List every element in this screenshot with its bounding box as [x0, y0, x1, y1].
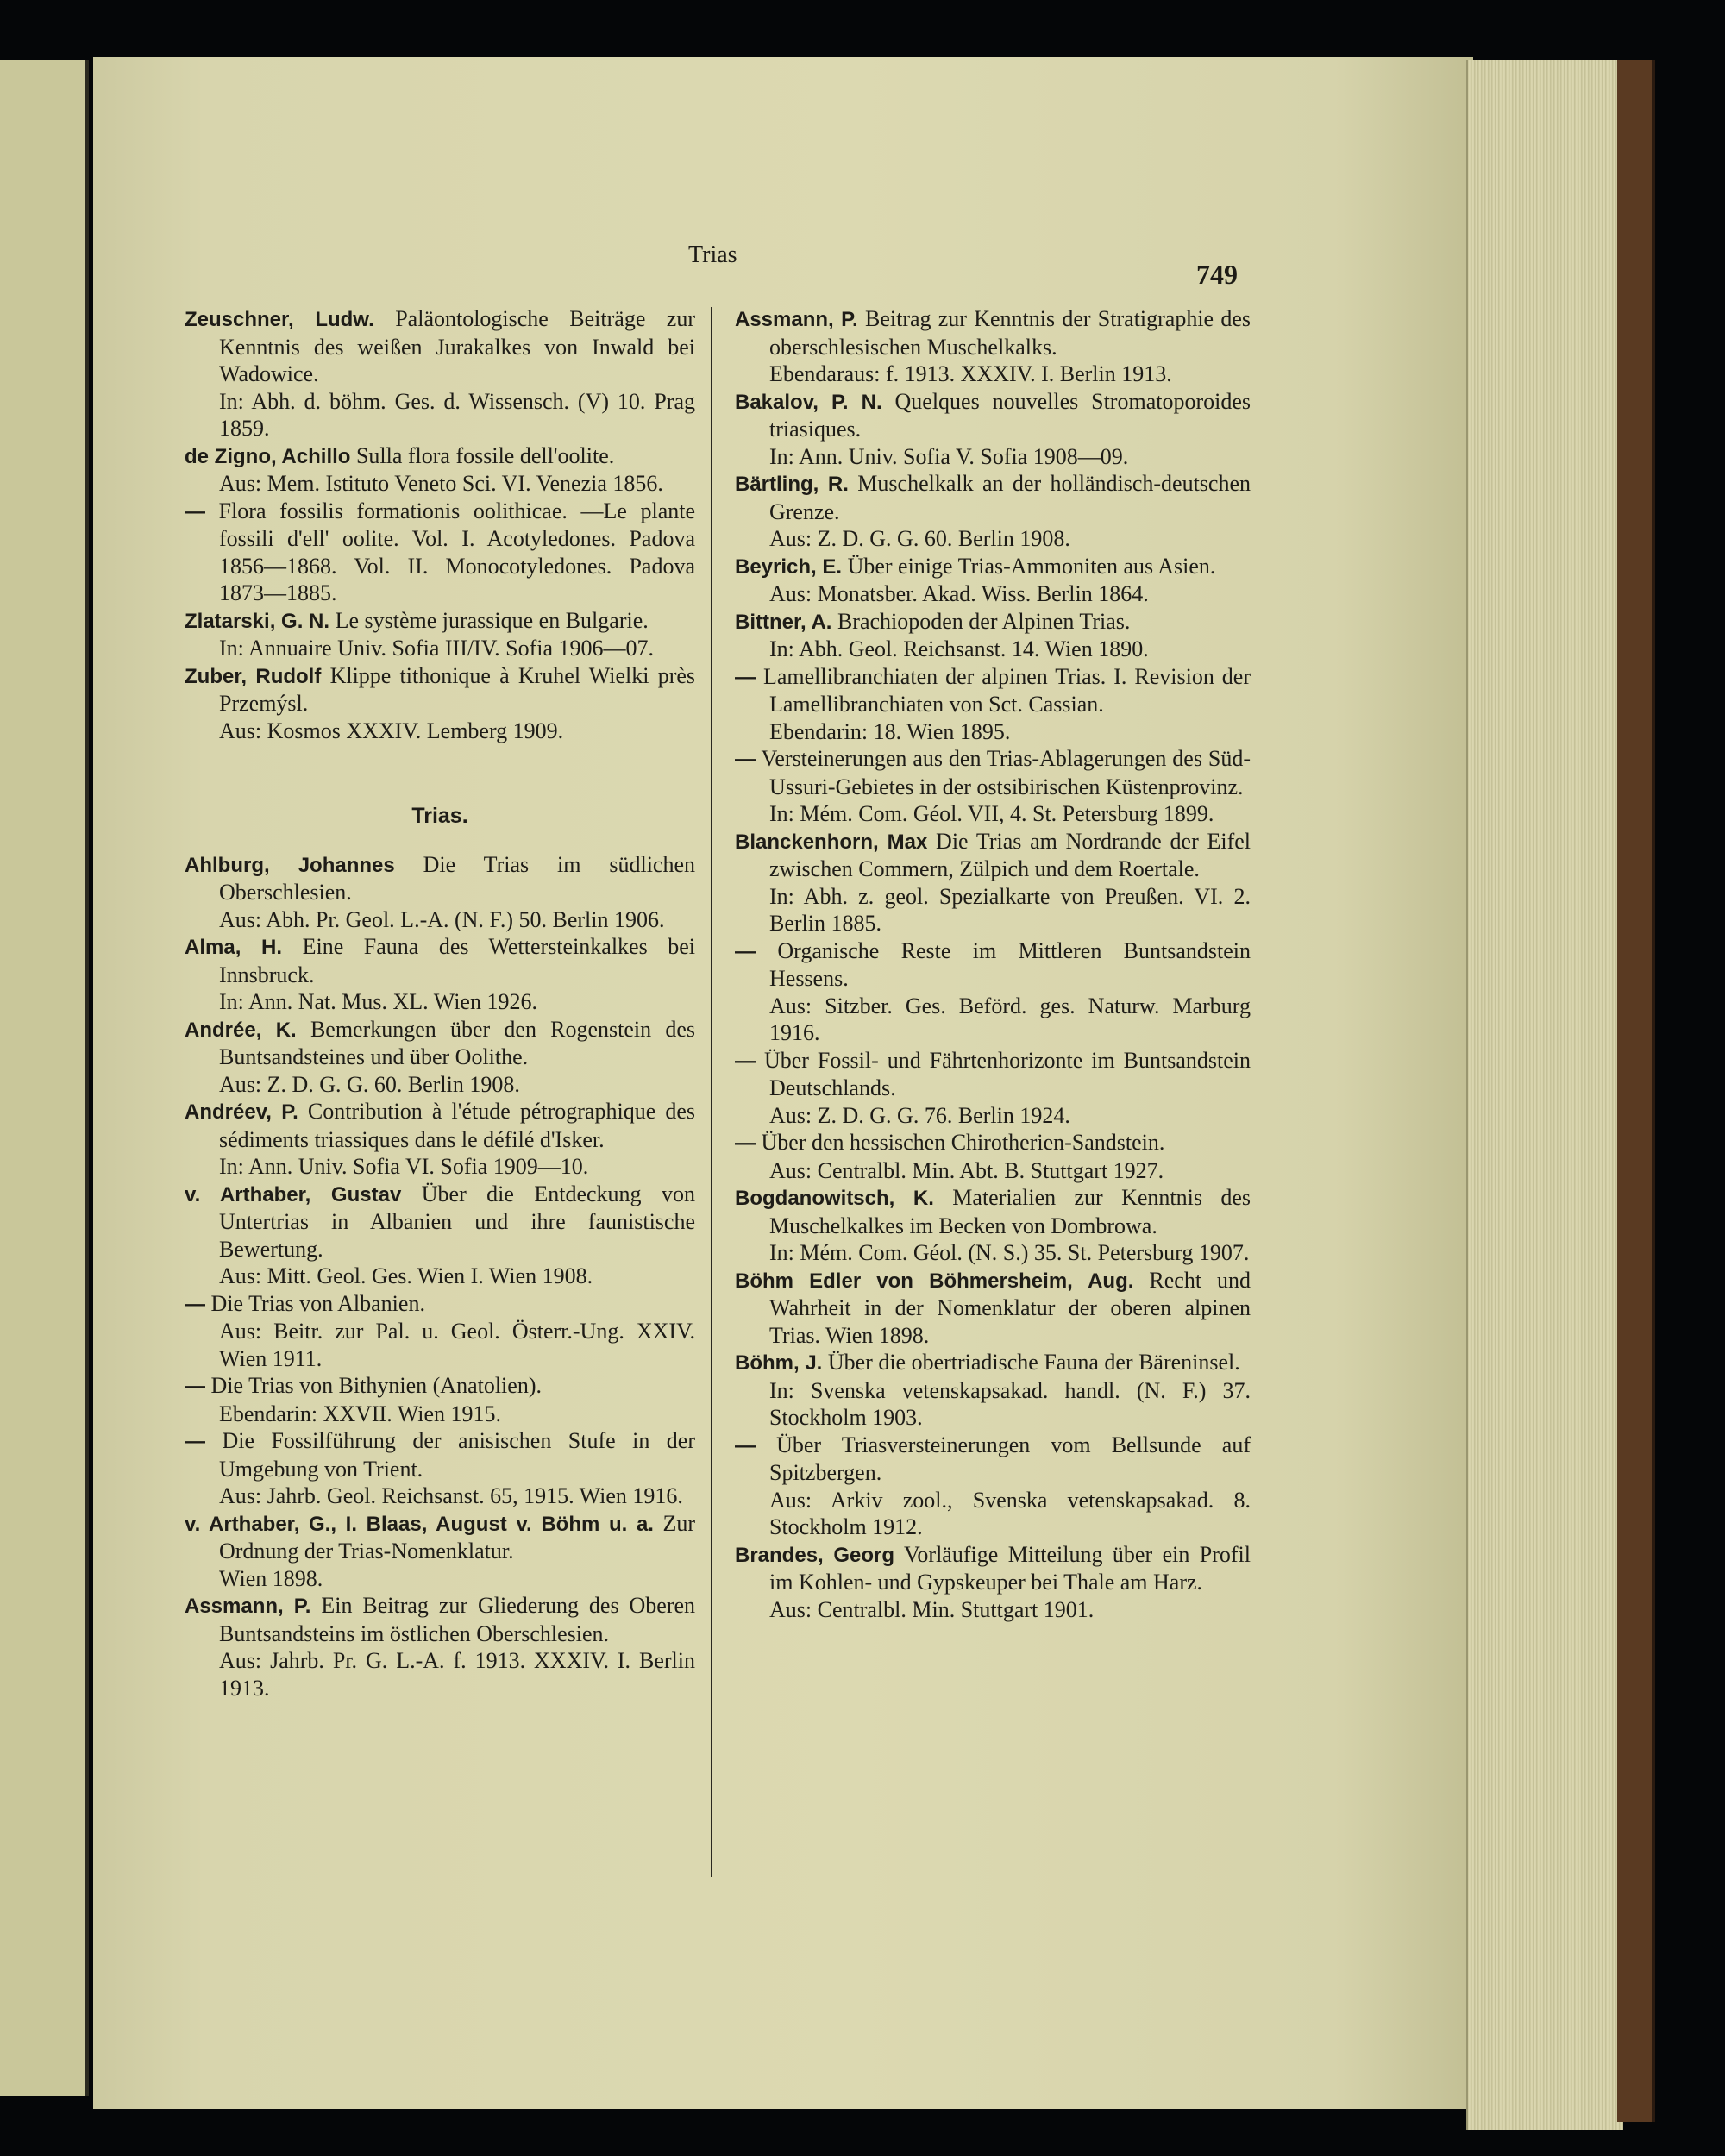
entry-title: Lamellibranchiaten der alpinen Trias. I. Revision der Lamellibranchiaten von Sct. Cassian. [762, 663, 1251, 717]
left-page-edge [0, 60, 89, 2096]
entry-title: Über die Entdeckung von Untertrias in Albanien und ihre faunistische Bewertung. [219, 1181, 696, 1262]
entry-author: — [185, 1375, 205, 1398]
bibliography-entry [185, 442, 695, 498]
entry-author: v. Arthaber, G., I. Blaas, August v. Böhm u. a. [185, 1512, 654, 1536]
bibliography-entry [735, 745, 1251, 828]
bibliography-entry [735, 388, 1251, 471]
entry-author: Andréev, P. [185, 1100, 298, 1124]
entry-author: Alma, H. [185, 936, 283, 959]
entry-title: Die Trias von Bithynien (Anatolien). [210, 1373, 542, 1398]
bibliography-entry [185, 1372, 695, 1427]
page-stack [1466, 60, 1623, 2130]
entry-source: Aus: Jahrb. Pr. G. L.-A. f. 1913. XXXIV. I. Berlin 1913. [219, 1648, 695, 1701]
entry-title: Materialien zur Kenntnis des Muschelkalkes im Becken von Dombrowa. [769, 1185, 1251, 1238]
entry-title: Die Trias am Nordrande der Eifel zwischen Commern, Zülpich und dem Roertale. [769, 828, 1251, 881]
bibliography-entry [735, 470, 1251, 553]
entry-title: Organische Reste im Mittleren Buntsandstein Hessens. [769, 937, 1251, 991]
entry-author: Bakalov, P. N. [735, 390, 882, 414]
entry-source: Ebendarin: XXVII. Wien 1915. [219, 1401, 502, 1426]
entry-title: Zur Ordnung der Trias-Nomenklatur. [219, 1510, 695, 1564]
entry-title: Recht und Wahrheit in der Nomenklatur der oberen alpinen Trias. Wien 1898. [769, 1267, 1251, 1348]
entry-title: Brachiopoden der Alpinen Trias. [837, 608, 1131, 634]
bibliography-entry [735, 1541, 1251, 1624]
right-entry-list [735, 305, 1251, 1623]
entry-title: Über Fossil- und Fährtenhorizonte im Buntsandstein Deutschlands. [763, 1047, 1251, 1100]
entry-source: Aus: Monatsber. Akad. Wiss. Berlin 1864. [769, 581, 1149, 606]
entry-source: Aus: Z. D. G. G. 76. Berlin 1924. [769, 1102, 1070, 1128]
entry-author: v. Arthaber, Gustav [185, 1182, 402, 1206]
left-column [185, 305, 695, 1702]
left-entry-list [185, 305, 695, 744]
bibliography-entry [185, 1592, 695, 1702]
entry-source: Ebendaraus: f. 1913. XXXIV. I. Berlin 1913. [769, 361, 1172, 386]
entry-author: Zeuschner, Ludw. [185, 308, 374, 331]
entry-author: — [735, 1131, 756, 1155]
bibliography-entry [185, 851, 695, 934]
entry-author: Zuber, Rudolf [185, 664, 322, 688]
entry-author: Assmann, P. [185, 1595, 311, 1618]
book-cover [1617, 60, 1655, 2122]
entry-title: Die Trias im südlichen Oberschlesien. [219, 851, 696, 905]
entry-source: In: Mém. Com. Géol. (N. S.) 35. St. Petersburg 1907. [769, 1240, 1250, 1265]
entry-title: Über Triasversteinerungen vom Bellsunde auf Spitzbergen. [769, 1432, 1251, 1485]
entry-author: — [735, 939, 756, 963]
bibliography-entry [185, 1181, 695, 1290]
entry-source: In: Mém. Com. Géol. VII, 4. St. Petersburg 1899. [769, 801, 1214, 826]
entry-author: Zlatarski, G. N. [185, 609, 330, 633]
bibliography-entry [185, 662, 695, 745]
bibliography-entry [185, 933, 695, 1016]
entry-author: Brandes, Georg [735, 1543, 894, 1567]
entry-source: Aus: Sitzber. Ges. Beförd. ges. Naturw. Marburg 1916. [769, 993, 1251, 1045]
entry-author: — [185, 499, 205, 523]
entry-title: Über den hessischen Chirotherien-Sandstein. [761, 1130, 1165, 1155]
entry-title: Die Fossilführung der anisischen Stufe in der Umgebung von Trient. [219, 1428, 696, 1482]
entry-source: Aus: Z. D. G. G. 60. Berlin 1908. [769, 526, 1070, 551]
bibliography-entry [735, 1432, 1251, 1541]
entry-author: Bogdanowitsch, K. [735, 1187, 934, 1210]
bibliography-entry [735, 1047, 1251, 1130]
entry-source: In: Annuaire Univ. Sofia III/IV. Sofia 1906—07. [219, 636, 655, 661]
entry-source: Wien 1898. [219, 1565, 323, 1591]
bibliography-entry [735, 608, 1251, 663]
bibliography-entry [735, 1349, 1251, 1432]
entry-author: — [735, 1433, 756, 1457]
bibliography-entry [735, 937, 1251, 1047]
entry-source: Aus: Kosmos XXXIV. Lemberg 1909. [219, 718, 564, 743]
bibliography-entry [185, 498, 695, 607]
entry-source: Aus: Centralbl. Min. Stuttgart 1901. [769, 1596, 1095, 1622]
bibliography-entry [185, 1290, 695, 1373]
column-rule [711, 307, 712, 1877]
entry-source: In: Ann. Univ. Sofia VI. Sofia 1909—10. [219, 1154, 589, 1179]
entry-author: Assmann, P. [735, 308, 858, 331]
bibliography-entry [735, 1267, 1251, 1350]
entry-author: Andrée, K. [185, 1018, 297, 1042]
entry-source: Aus: Mitt. Geol. Ges. Wien I. Wien 1908. [219, 1263, 593, 1288]
entry-author: de Zigno, Achillo [185, 444, 351, 468]
entry-author: Bittner, A. [735, 610, 832, 634]
entry-author: — [185, 1292, 205, 1316]
entry-author: Böhm Edler von Böhmersheim, Aug. [735, 1269, 1134, 1293]
page-number: 749 [1196, 259, 1238, 290]
entry-source: Aus: Centralbl. Min. Abt. B. Stuttgart 1927. [769, 1157, 1164, 1183]
entry-title: Versteinerungen aus den Trias-Ablagerungen des Süd-Ussuri-Gebietes in der ostsibirischen Küstenprovinz. [761, 746, 1251, 799]
entry-source: In: Abh. d. böhm. Ges. d. Wissensch. (V) 10. Prag 1859. [219, 388, 695, 441]
right-column [735, 305, 1251, 1623]
entry-author: — [735, 665, 756, 689]
bibliography-entry [735, 1184, 1251, 1267]
bibliography-entry [735, 553, 1251, 608]
bibliography-entry [735, 828, 1251, 937]
entry-author: Böhm, J. [735, 1351, 823, 1375]
bibliography-entry [185, 1016, 695, 1099]
entry-source: In: Svenska vetenskapsakad. handl. (N. F.) 37. Stockholm 1903. [769, 1377, 1251, 1430]
entry-title: Sulla flora fossile dell'oolite. [355, 442, 615, 468]
running-title: Trias [688, 241, 737, 268]
entry-source: In: Abh. z. geol. Spezialkarte von Preußen. VI. 2. Berlin 1885. [769, 883, 1251, 936]
entry-author: Bärtling, R. [735, 473, 849, 496]
entry-title: Paläontologische Beiträge zur Kenntnis des weißen Jurakalkes von Inwald bei Wadowice. [219, 306, 696, 386]
entry-author: Beyrich, E. [735, 555, 843, 579]
entry-title: Bemerkungen über den Rogenstein des Buntsandsteines und über Oolithe. [219, 1016, 696, 1069]
entry-source: In: Ann. Nat. Mus. XL. Wien 1926. [219, 989, 537, 1014]
entry-title: Flora fossilis formationis oolithicae. —Le plante fossili d'ell' oolite. Vol. I. Acotyledones. Padova 1856—1868. Vol. II. Monocotyledones. Padova 1873—1885. [218, 498, 696, 605]
entry-source: Aus: Beitr. zur Pal. u. Geol. Österr.-Ung. XXIV. Wien 1911. [219, 1319, 695, 1371]
entry-source: Aus: Abh. Pr. Geol. L.-A. (N. F.) 50. Berlin 1906. [219, 906, 665, 932]
entry-title: Vorläufige Mitteilung über ein Profil im Kohlen- und Gypskeuper bei Thale am Harz. [769, 1541, 1251, 1595]
entry-source: In: Abh. Geol. Reichsanst. 14. Wien 1890. [769, 636, 1149, 661]
entry-source: In: Ann. Univ. Sofia V. Sofia 1908—09. [769, 443, 1129, 469]
bibliography-entry [185, 1427, 695, 1510]
bibliography-entry [185, 305, 695, 442]
bibliography-entry [185, 1098, 695, 1181]
entry-title: Die Trias von Albanien. [210, 1290, 425, 1316]
bibliography-entry [735, 1129, 1251, 1184]
entry-title: Contribution à l'étude pétrographique des sédiments triassiques dans le défilé d'Isker. [219, 1099, 695, 1152]
entry-source: Ebendarin: 18. Wien 1895. [769, 718, 1011, 744]
entry-title: Eine Fauna des Wettersteinkalkes bei Innsbruck. [219, 934, 696, 987]
bibliography-entry [185, 607, 695, 662]
entry-source: Aus: Arkiv zool., Svenska vetenskapsakad. 8. Stockholm 1912. [769, 1487, 1251, 1539]
entry-author: — [735, 1049, 756, 1073]
entry-author: — [735, 748, 756, 771]
entry-author: Blanckenhorn, Max [735, 830, 928, 854]
entry-source: Aus: Jahrb. Geol. Reichsanst. 65, 1915. Wien 1916. [219, 1483, 683, 1508]
entry-title: Quelques nouvelles Stromatoporoides triasiques. [769, 388, 1251, 442]
entry-author: — [185, 1430, 205, 1453]
entry-title: Über die obertriadische Fauna der Bäreninsel. [827, 1350, 1240, 1375]
section-heading: Trias. [411, 804, 468, 828]
page [93, 57, 1473, 2109]
entry-source: Aus: Mem. Istituto Veneto Sci. VI. Venezia 1856. [219, 471, 663, 496]
entry-title: Muschelkalk an der holländisch-deutschen Grenze. [769, 471, 1251, 524]
entry-source: Aus: Z. D. G. G. 60. Berlin 1908. [219, 1071, 520, 1097]
entry-title: Beitrag zur Kenntnis der Stratigraphie des oberschlesischen Muschelkalks. [769, 306, 1251, 360]
bibliography-entry [735, 305, 1251, 388]
bibliography-entry [185, 1510, 695, 1593]
entry-title: Le système jurassique en Bulgarie. [335, 607, 649, 633]
trias-entry-list [185, 851, 695, 1702]
entry-title: Ein Beitrag zur Gliederung des Oberen Buntsandsteins im östlichen Oberschlesien. [219, 1593, 696, 1646]
bibliography-entry [735, 663, 1251, 746]
entry-title: Klippe tithonique à Kruhel Wielki près Przemýsl. [219, 662, 696, 716]
entry-author: Ahlburg, Johannes [185, 853, 395, 877]
entry-title: Über einige Trias-Ammoniten aus Asien. [847, 553, 1216, 579]
